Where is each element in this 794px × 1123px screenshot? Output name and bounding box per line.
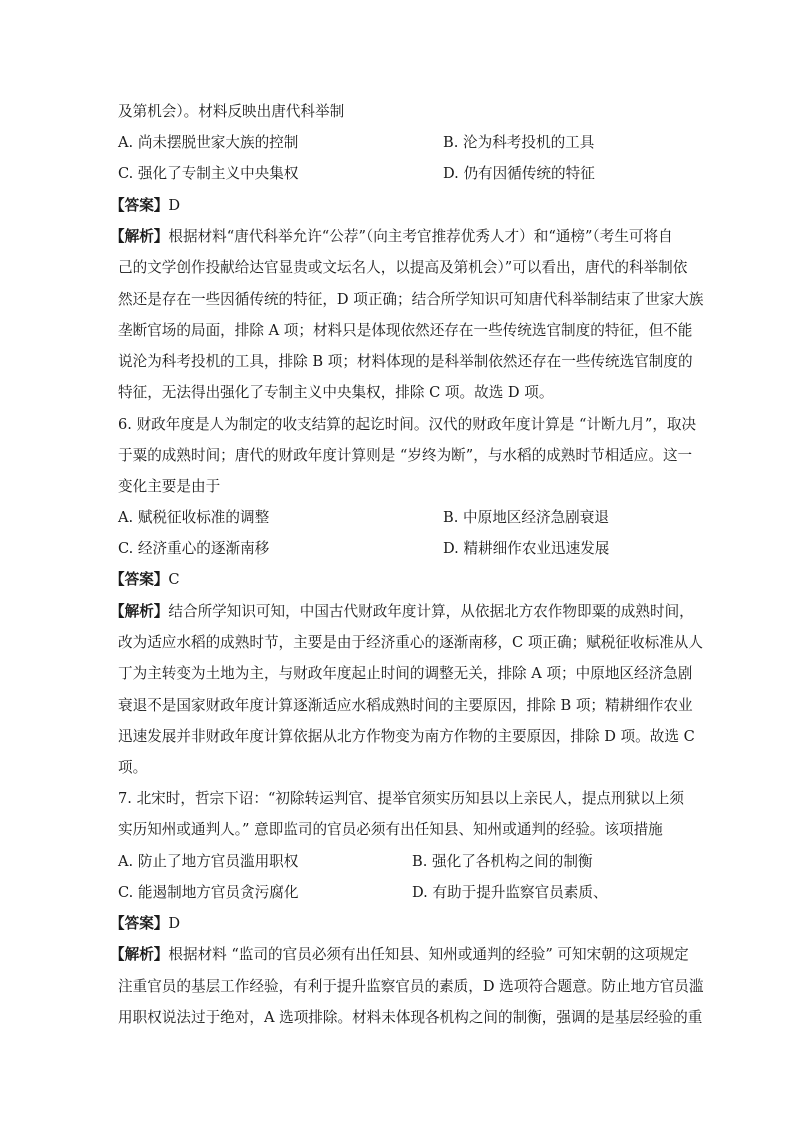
q5-option-d: D. 仍有因循传统的特征 (443, 165, 595, 182)
q6-option-c: C. 经济重心的逐渐南移 (118, 540, 270, 557)
q7-option-c: C. 能遏制地方官员贪污腐化 (118, 884, 299, 901)
q6-stem-line-1: 6. 财政年度是人为制定的收支结算的起讫时间。汉代的财政年度计算是 “计断九月”，取决 (118, 416, 697, 433)
q5-analysis-line-5: 说沦为科考投机的工具，排除 B 项；材料体现的是科举制依然还存在一些传统选官制度的 (118, 353, 693, 370)
analysis-text: 结合所学知识可知，中国古代财政年度计算，从依据北方农作物即粟的成熟时间， (168, 603, 694, 620)
q6-stem-line-2: 于粟的成熟时间；唐代的财政年度计算则是 “岁终为断”，与水稻的成熟时节相适应。这一 (118, 447, 693, 464)
analysis-tag: 【解析】 (110, 603, 169, 620)
q5-answer (110, 197, 670, 215)
q5-option-b: B. 沦为科考投机的工具 (443, 134, 595, 151)
q7-stem-line-2: 实历知州或通判人。” 意即监司的官员必须有出任知县、知州或通判的经验。该项措施 (118, 821, 663, 838)
answer-value: D (168, 197, 181, 214)
q7-stem-line-1: 7. 北宋时，哲宗下诏：“初除转运判官、提举官须实历知县以上亲民人，提点刑狱以上须 (118, 790, 684, 807)
q5-analysis-line-1 (110, 228, 673, 246)
q6-stem-line-3: 变化主要是由于 (118, 478, 221, 495)
q7-analysis-line-2: 注重官员的基层工作经验，有利于提升监察官员的素质，D 选项符合题意。防止地方官员滥 (118, 978, 704, 995)
q7-option-d: D. 有助于提升监察官员素质、 (412, 884, 608, 901)
q5-analysis-line-3: 然还是存在一些因循传统的特征，D 项正确；结合所学知识可知唐代科举制结束了世家大族 (118, 291, 704, 308)
q7-analysis-line-3: 用职权说法过于绝对，A 选项排除。材料未体现各机构之间的制衡，强调的是基层经验的重 (118, 1009, 703, 1026)
q6-analysis-line-5: 迅速发展并非财政年度计算依据从北方作物变为南方作物的主要原因，排除 D 项。故选 C (118, 728, 695, 745)
answer-tag: 【答案】 (110, 915, 169, 932)
q6-analysis-line-2: 改为适应水稻的成熟时节，主要是由于经济重心的逐渐南移，C 项正确；赋税征收标准从人 (118, 634, 703, 651)
q6-option-b: B. 中原地区经济急剧衰退 (443, 509, 609, 526)
q5-option-a: A. 尚未摆脱世家大族的控制 (118, 134, 299, 151)
answer-tag: 【答案】 (110, 197, 169, 214)
q7-analysis-line-1 (110, 946, 689, 964)
q6-analysis-line-4: 衰退不是国家财政年度计算逐渐适应水稻成熟时间的主要原因，排除 B 项；精耕细作农业 (118, 697, 693, 714)
analysis-text: 根据材料“唐代科举允许“公荐”（向主考官推荐优秀人才）和“通榜”（考生可将自 (168, 228, 673, 245)
analysis-text: 根据材料 “监司的官员必须有出任知县、知州或通判的经验” 可知宋朝的这项规定 (168, 946, 689, 963)
answer-tag: 【答案】 (110, 571, 169, 588)
q6-analysis-line-6: 项。 (118, 759, 148, 776)
answer-value: D (168, 915, 181, 932)
q5-analysis-line-2: 己的文学创作投献给达官显贵或文坛名人，以提高及第机会）”可以看出，唐代的科举制依 (118, 259, 688, 276)
q6-answer (110, 571, 670, 589)
q5-option-c: C. 强化了专制主义中央集权 (118, 165, 299, 182)
q5-stem-tail: 及第机会）。材料反映出唐代科举制 (118, 103, 345, 120)
q6-option-d: D. 精耕细作农业迅速发展 (443, 540, 610, 557)
q7-option-b: B. 强化了各机构之间的制衡 (412, 853, 593, 870)
q5-analysis-line-6: 特征，无法得出强化了专制主义中央集权，排除 C 项。故选 D 项。 (118, 384, 554, 401)
analysis-tag: 【解析】 (110, 228, 169, 245)
q6-option-a: A. 赋税征收标准的调整 (118, 509, 270, 526)
q7-answer (110, 915, 670, 933)
q6-analysis-line-3: 丁为主转变为土地为主，与财政年度起止时间的调整无关，排除 A 项；中原地区经济急剧 (118, 665, 693, 682)
answer-value: C (168, 571, 180, 588)
analysis-tag: 【解析】 (110, 946, 169, 963)
q6-analysis-line-1 (110, 603, 694, 621)
q7-option-a: A. 防止了地方官员滥用职权 (118, 853, 299, 870)
q5-analysis-line-4: 垄断官场的局面，排除 A 项；材料只是体现依然还存在一些传统选官制度的特征，但不能 (118, 322, 693, 339)
